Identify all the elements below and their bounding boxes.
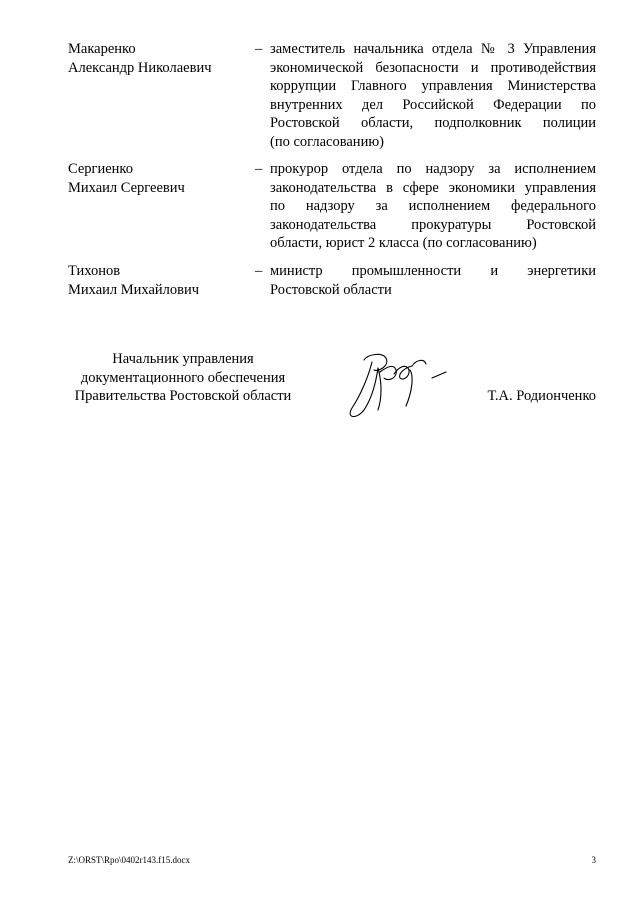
position-line: законодательства прокуратуры Ростовской <box>270 216 596 233</box>
member-name <box>68 40 248 77</box>
position-line: прокурор отдела по надзору за исполнением <box>270 161 596 177</box>
member-surname: Тихонов <box>68 263 121 279</box>
signatory-title-line: документационного обеспечения <box>80 369 286 386</box>
handwritten-signature <box>338 348 458 428</box>
signatory-title <box>68 350 298 406</box>
signatory-title-line: Правительства Ростовской области <box>74 388 292 405</box>
dash-separator: – <box>255 263 263 279</box>
position-line: по надзору за исполнением федерального <box>270 198 596 215</box>
position-line: Ростовской области, подполковник полиции <box>270 115 596 132</box>
signatory-title-line: Начальник управления <box>112 351 254 367</box>
member-surname: Сергиенко <box>68 161 133 177</box>
signatory-name: Т.А. Родионченко <box>487 388 596 404</box>
page-number: 3 <box>591 855 596 865</box>
member-surname: Макаренко <box>68 41 136 57</box>
position-line: заместитель начальника отдела № 3 Управления <box>270 41 596 57</box>
position-line: коррупции Главного управления Министерства <box>270 78 596 95</box>
member-position <box>270 160 596 253</box>
member-given-names: Михаил Сергеевич <box>68 179 185 196</box>
position-line: экономической безопасности и противодействия <box>270 59 596 76</box>
member-position <box>270 262 596 299</box>
position-line: (по согласованию) <box>270 133 384 150</box>
member-given-names: Михаил Михайлович <box>68 281 200 298</box>
position-line: внутренних дел Российской Федерации по <box>270 96 596 113</box>
position-line: Ростовской области <box>270 281 392 298</box>
dash-separator: – <box>255 41 263 57</box>
member-name <box>68 160 248 197</box>
member-position <box>270 40 596 152</box>
footer-file-path: Z:\ORST\Rpo\0402r143.f15.docx <box>68 855 190 865</box>
dash-separator: – <box>255 161 263 177</box>
member-name <box>68 262 248 299</box>
position-line: законодательства в сфере экономики управления <box>270 179 596 196</box>
position-line: министр промышленности и энергетики <box>270 263 596 279</box>
position-line: области, юрист 2 класса (по согласованию) <box>270 235 537 252</box>
member-given-names: Александр Николаевич <box>68 59 212 76</box>
